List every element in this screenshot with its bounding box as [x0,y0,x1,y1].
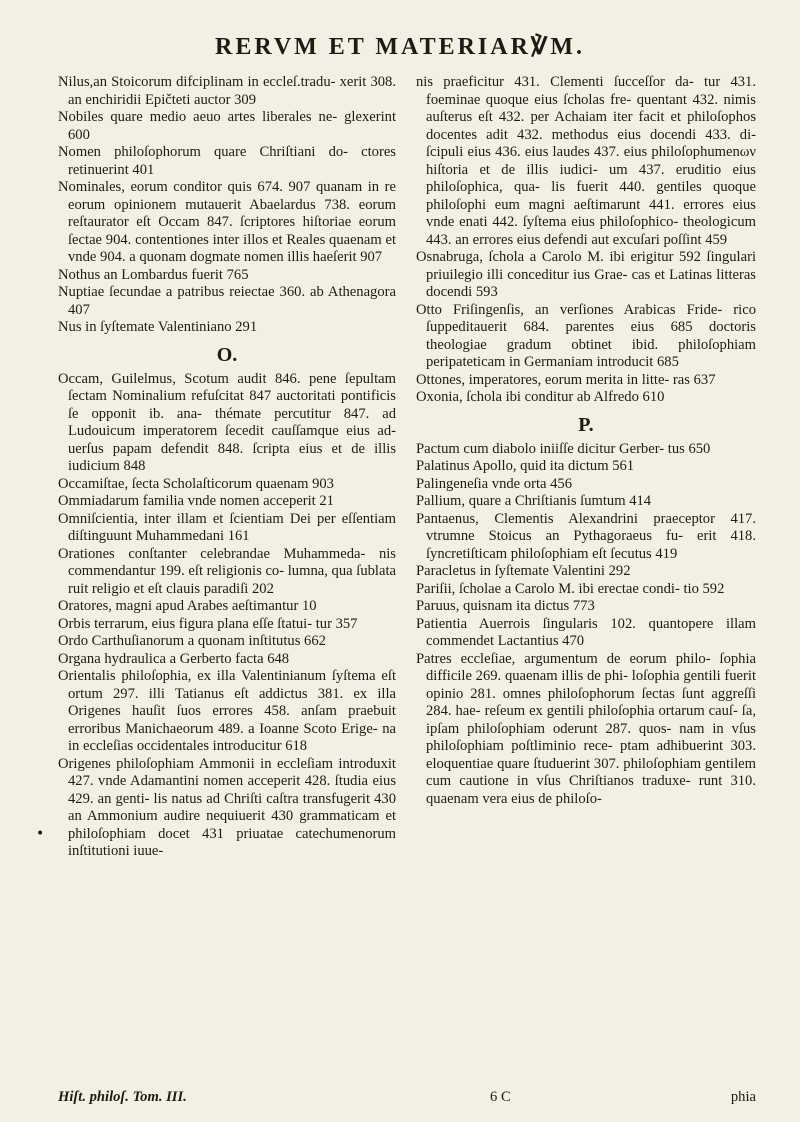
running-head: RERVM ET MATERIAR℣M. [214,34,586,60]
index-entry: Pallium, quare a Chriſtianis ſumtum 414 [416,493,652,509]
index-entry: Pariſii, ſcholae a Carolo M. ibi erectae condi- tio 592 [416,580,725,597]
index-entry: Pantaenus, Clementis Alexandrini praeceptor 417. vtrumne Stoicus an Pythagoraeus fu- erit 418. ſyncretiſticam philoſophiam eſt ſecutus 419 [416,510,756,562]
index-entry: Paruus, quisnam ita dictus 773 [416,598,595,614]
section-letter-o: O. [216,343,238,366]
index-entry: Omniſcientia, inter illam et ſcientiam Dei per eſſentiam diſtinguunt Muhammedani 161 [58,510,396,544]
index-entry: Oxonia, ſchola ibi conditur ab Alfredo 610 [416,389,665,405]
index-entry: Paracletus in ſyſtemate Valentini 292 [416,563,631,579]
index-entry: Nus in ſyſtemate Valentiniano 291 [58,319,258,335]
signature-mark: 6 C [490,1089,511,1105]
right-column [416,74,756,808]
index-entry: Occam, Guilelmus, Scotum audit 846. pene ſepultam ſectam Nominalium refuſcitat 847 auctoritati pontificis ſe opponit ib. ana- thémate percutitur 847. ad Ludouicum imperatorem ſecedit cauſſamque eius ad- uerſus papam defendit 848. ſcripta eius et de illis iudicium 848 [58,370,396,474]
index-entry: Nomen philoſophorum quare Chriſtiani do- ctores retinuerint 401 [58,144,396,178]
index-entry: Ommiadarum familia vnde nomen acceperit 21 [58,493,334,509]
footer-volume: Hiſt. philoſ. Tom. III. [58,1089,187,1105]
catchword: phia [730,1089,756,1105]
index-entry: Pactum cum diabolo iniiſſe dicitur Gerber- tus 650 [416,440,711,457]
index-entry: Otto Friſingenſis, an verſiones Arabicas Fride- rico ſuppeditauerit 684. parentes eius 685 doctoris theologiae gradum obtinet ibid. philoſophiam peripateticam in Germaniam introducit 685 [416,301,756,370]
index-entry: Ordo Carthuſianorum a quonam inſtitutus 662 [58,633,326,649]
index-entry: Origenes philoſophiam Ammonii in eccleſiam introduxit 427. vnde Adamantini nomen acceperit 428. ſtudia eius 429. an genti- lis natus ad Chriſti caſtra transfugerit 430 an Ammonium audire nequiuerit 430 grammaticam et philoſophiam docet 431 priuatae catechumenorum inſtitutioni iuue- [58,755,396,859]
index-entry: Patientia Auerrois ſingularis 102. quantopere illam commendet Lactantius 470 [416,615,756,649]
index-entry: Nilus,an Stoicorum difciplinam in eccleſ.tradu- xerit 308. an enchiridii Epičteti auctor 309 [58,74,396,108]
index-entry: Orationes conſtanter celebrandae Muhammeda- nis commendantur 199. eſt religionis co- lumna, qua ſublata ruit religio et eſt clauis paradiſi 202 [58,545,396,597]
index-entry: Nominales, eorum conditor quis 674. 907 quanam in re eorum opinionem mutauerit Abaelardus 738. eorum reſtaurator eſt Occam 847. ſcriptores hiſtoriae eorum ſectae 904. contentiones inter illos et Reales quaenam et vnde 904. a quonam dogmate nomen illis haeſerit 907 [58,179,396,265]
index-entry: Nobiles quare medio aeuo artes liberales ne- glexerint 600 [58,109,396,143]
index-entry: Osnabruga, ſchola a Carolo M. ibi erigitur 592 ſingulari priuilegio illi conceditur ius Grae- cas et Latinas litteras docendi 593 [416,249,756,300]
index-entry: Palingeneſia vnde orta 456 [416,475,573,492]
index-entry: Occamiſtae, ſecta Scholaſticorum quaenam 903 [58,475,334,492]
margin-mark: • [36,826,45,842]
index-entry: Oratores, magni apud Arabes aeſtimantur 10 [58,598,317,614]
index-entry: Nuptiae ſecundae a patribus reiectae 360. ab Athenagora 407 [58,284,396,318]
left-column [58,74,396,861]
index-entry: Palatinus Apollo, quid ita dictum 561 [416,458,635,474]
index-entry: Ottones, imperatores, eorum merita in litte- ras 637 [416,371,716,388]
index-entry: Orbis terrarum, eius figura plana eſſe ſtatui- tur 357 [58,615,358,632]
index-entry: Orientalis philoſophia, ex illa Valentinianum ſyſtema eſt ortum 297. illi Tatianus eſt addictus 381. ex illa Origenes hauſit ſuos errores 458. anſam praebuit erroribus Manichaeorum 489. a Ioanne Scoto Erige- na in eccleſias occidentales introducitur 618 [58,668,396,754]
index-entry: Nothus an Lombardus fuerit 765 [58,266,249,283]
index-entry: Organa hydraulica a Gerberto facta 648 [58,650,290,667]
index-entry: nis praeficitur 431. Clementi ſucceſſor da- tur 431. foeminae quoque eius ſcholas fre- quentant 432. nimis auſterus eſt 432. per Achaiam iter facit et philoſophos docentes adit 432. methodus eius docendi 433. di- ſcipuli eius 436. eius laudes 437. eius philoſophumenων hiſtoria et de illis iudici- um 437. eruditio eius philoſophica, qua- lis fuerit 440. gentiles quoque philoſophi eum magni aeſtimarunt 441. errores eius vnde enati 442. ſyſtema eius philoſophico- theologicum 443. an errores eius defendi aut excuſari poſſint 459 [416,74,756,248]
section-letter-p: P. [578,413,594,436]
index-entry: Patres eccleſiae, argumentum de eorum philo- ſophia difficile 269. quaenam illis de phi- loſophia gentili fuerit opinio 281. omnes philoſophorum ſectas ſunt aggreſſi 284. hae- reſeum ex gentili philoſophia ortarum cauſ- ſa, ipſam philoſophiam oderunt 287. quos- nam in vſus philoſophiam poſtliminio rece- ptam adhibuerint 303. eloquentiae quare ſtuduerint 307. philoſophiam gentilem cum cautione in vſus Chriſtianos traduxe- runt 310. quaenam vera eius de philoſo- [416,650,756,807]
